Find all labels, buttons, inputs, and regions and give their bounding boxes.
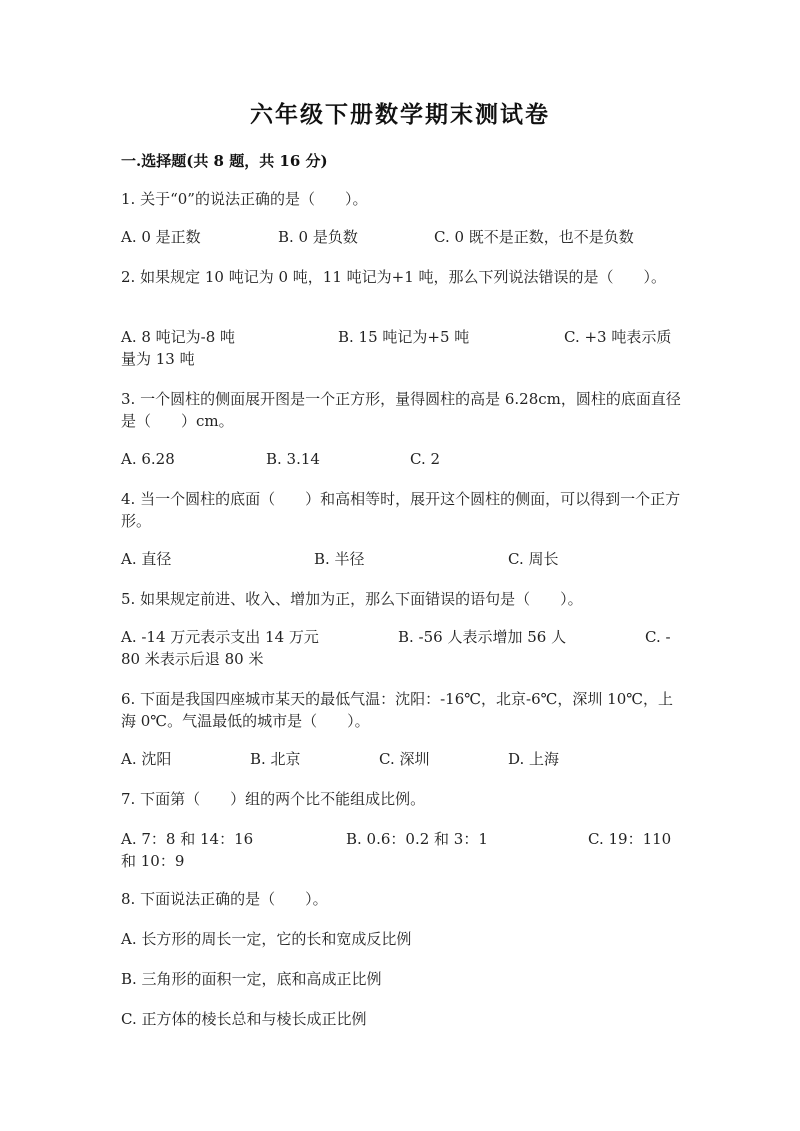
option-a[interactable]: A. 7：8 和 14：16 (121, 830, 254, 848)
question-1-options (121, 226, 681, 248)
question-3-options (121, 448, 681, 470)
question-5-options (121, 626, 681, 648)
option-b[interactable]: B. 0.6：0.2 和 3：1 (346, 830, 488, 848)
option-a[interactable]: A. 长方形的周长一定，它的长和宽成反比例 (121, 930, 412, 948)
option-b[interactable]: B. 半径 (314, 550, 365, 568)
question-7: 7. 下面第（ ）组的两个比不能组成比例。 (121, 790, 426, 808)
question-3: 3. 一个圆柱的侧面展开图是一个正方形，量得圆柱的高是 6.28cm，圆柱的底面直径是（ ）cm。 (121, 390, 681, 430)
question-7-options (121, 828, 681, 850)
option-a[interactable]: A. 6.28 (121, 450, 175, 468)
question-6: 6. 下面是我国四座城市某天的最低气温：沈阳：-16℃，北京-6℃，深圳 10℃，上海 0℃。气温最低的城市是（ ）。 (121, 690, 674, 730)
option-c[interactable]: C. 周长 (508, 550, 559, 568)
question-2-options (121, 326, 681, 348)
option-b[interactable]: B. -56 人表示增加 56 人 (398, 628, 567, 646)
option-b[interactable]: B. 3.14 (266, 450, 320, 468)
option-c[interactable]: C. 2 (410, 450, 441, 468)
option-b[interactable]: B. 三角形的面积一定，底和高成正比例 (121, 970, 382, 988)
option-b[interactable]: B. 0 是负数 (278, 228, 358, 246)
option-c[interactable]: C. +3 吨表示质 (564, 328, 672, 346)
section-heading: 一.选择题(共 8 题，共 16 分) (121, 152, 328, 170)
question-1: 1. 关于“0”的说法正确的是（ ）。 (121, 190, 368, 208)
option-b[interactable]: B. 15 吨记为+5 吨 (338, 328, 470, 346)
question-2: 2. 如果规定 10 吨记为 0 吨，11 吨记为+1 吨，那么下列说法错误的是（ ）。 (121, 268, 667, 286)
option-c[interactable]: C. 19：110 (588, 830, 672, 848)
option-a[interactable]: A. 沈阳 (121, 750, 172, 768)
question-4-options (121, 548, 681, 570)
option-c[interactable]: C. 正方体的棱长总和与棱长成正比例 (121, 1010, 367, 1028)
option-c[interactable]: C. 0 既不是正数，也不是负数 (434, 228, 634, 246)
question-4: 4. 当一个圆柱的底面（ ）和高相等时，展开这个圆柱的侧面，可以得到一个正方形。 (121, 490, 681, 530)
option-a[interactable]: A. 0 是正数 (121, 228, 201, 246)
question-5: 5. 如果规定前进、收入、增加为正，那么下面错误的语句是（ ）。 (121, 590, 583, 608)
question-8: 8. 下面说法正确的是（ ）。 (121, 890, 328, 908)
option-c-continued: 80 米表示后退 80 米 (121, 650, 264, 668)
option-c[interactable]: C. 深圳 (379, 750, 430, 768)
option-c-continued: 量为 13 吨 (121, 350, 195, 368)
page-title: 六年级下册数学期末测试卷 (250, 101, 550, 128)
option-b[interactable]: B. 北京 (250, 750, 301, 768)
option-a[interactable]: A. -14 万元表示支出 14 万元 (121, 628, 319, 646)
option-c-continued: 和 10：9 (121, 852, 185, 870)
option-a[interactable]: A. 直径 (121, 550, 172, 568)
option-d[interactable]: D. 上海 (508, 750, 560, 768)
question-6-options (121, 748, 681, 770)
option-c[interactable]: C. - (645, 628, 671, 646)
option-a[interactable]: A. 8 吨记为-8 吨 (121, 328, 236, 346)
